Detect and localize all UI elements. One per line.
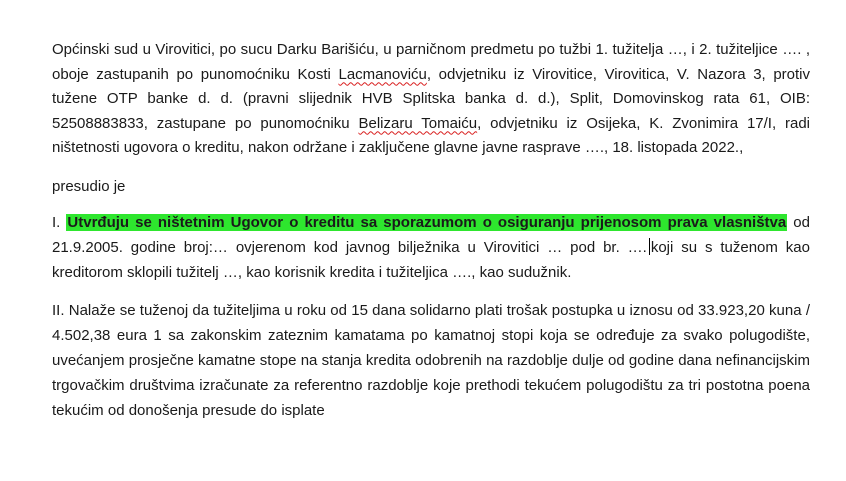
- verdict-heading: presudio je: [52, 177, 126, 195]
- section-1-paragraph[interactable]: [52, 210, 810, 285]
- spellcheck-word-belizaru-tomaicu[interactable]: Belizaru Tomaiću: [358, 114, 478, 132]
- intro-text-part-2: , odvjetniku iz Virovitice, Virovitica, V. Nazora 3, protiv tužene OTP banke d. d. (pravni slijednik HVB Splitska banka d. d.), Split, Domovinskog rata 61, OIB: 52508883833, zastupane po punomoćniku: [52, 65, 810, 132]
- intro-text-part-1: Općinski sud u Virovitici, po sucu Darku Barišiću, u parničnom predmetu po tužbi 1. tužitelja …, i 2. tužiteljice …. , oboje zastupanih po punomoćniku Kosti: [52, 41, 810, 83]
- highlighted-text: Utvrđuju se ništetnim Ugovor o kreditu sa sporazumom o osiguranju prijenosom prava vlasništva: [67, 213, 787, 231]
- intro-text-part-3: , odvjetniku iz Osijeka, K. Zvonimira 17/I, radi ništetnosti ugovora o kreditu, nakon održane i zaključene glavne javne rasprave …., 18. listopada 2022.,: [52, 114, 811, 156]
- section-1-prefix: I.: [52, 213, 67, 231]
- text-cursor: [649, 238, 650, 255]
- section-2-text: II. Nalaže se tuženoj da tužiteljima u roku od 15 dana solidarno plati trošak postupka u iznosu od 33.923,20 kuna / 4.502,38 eura 1 sa zakonskim zateznim kamatama po kamatnoj stopi koja se određuje za svako polugodište, uvećanjem prosječne kamatne stope na stanja kredita odobrenih na razdoblje dulje od godine dana nefinancijskim trgovačkim društvima izračunate za referentno razdoblje koje prethodi tekućem polugodištu za tri postotna poena tekućim od donošenja presude do isplate: [52, 301, 810, 419]
- section-2-paragraph[interactable]: [52, 298, 810, 423]
- section-1-text-part-1: od 21.9.2005. godine broj:… ovjerenom kod javnog bilježnika u Virovitici … pod br. ….: [52, 213, 810, 256]
- intro-paragraph[interactable]: [52, 38, 810, 161]
- section-1-text-part-2: koji su s tuženom kao kreditorom sklopili tužitelj …, kao korisnik kredita i tužiteljica …., kao sudužnik.: [52, 238, 810, 281]
- spellcheck-word-lacmanovicu[interactable]: Lacmanoviću: [338, 65, 427, 83]
- document-page[interactable]: [52, 38, 810, 423]
